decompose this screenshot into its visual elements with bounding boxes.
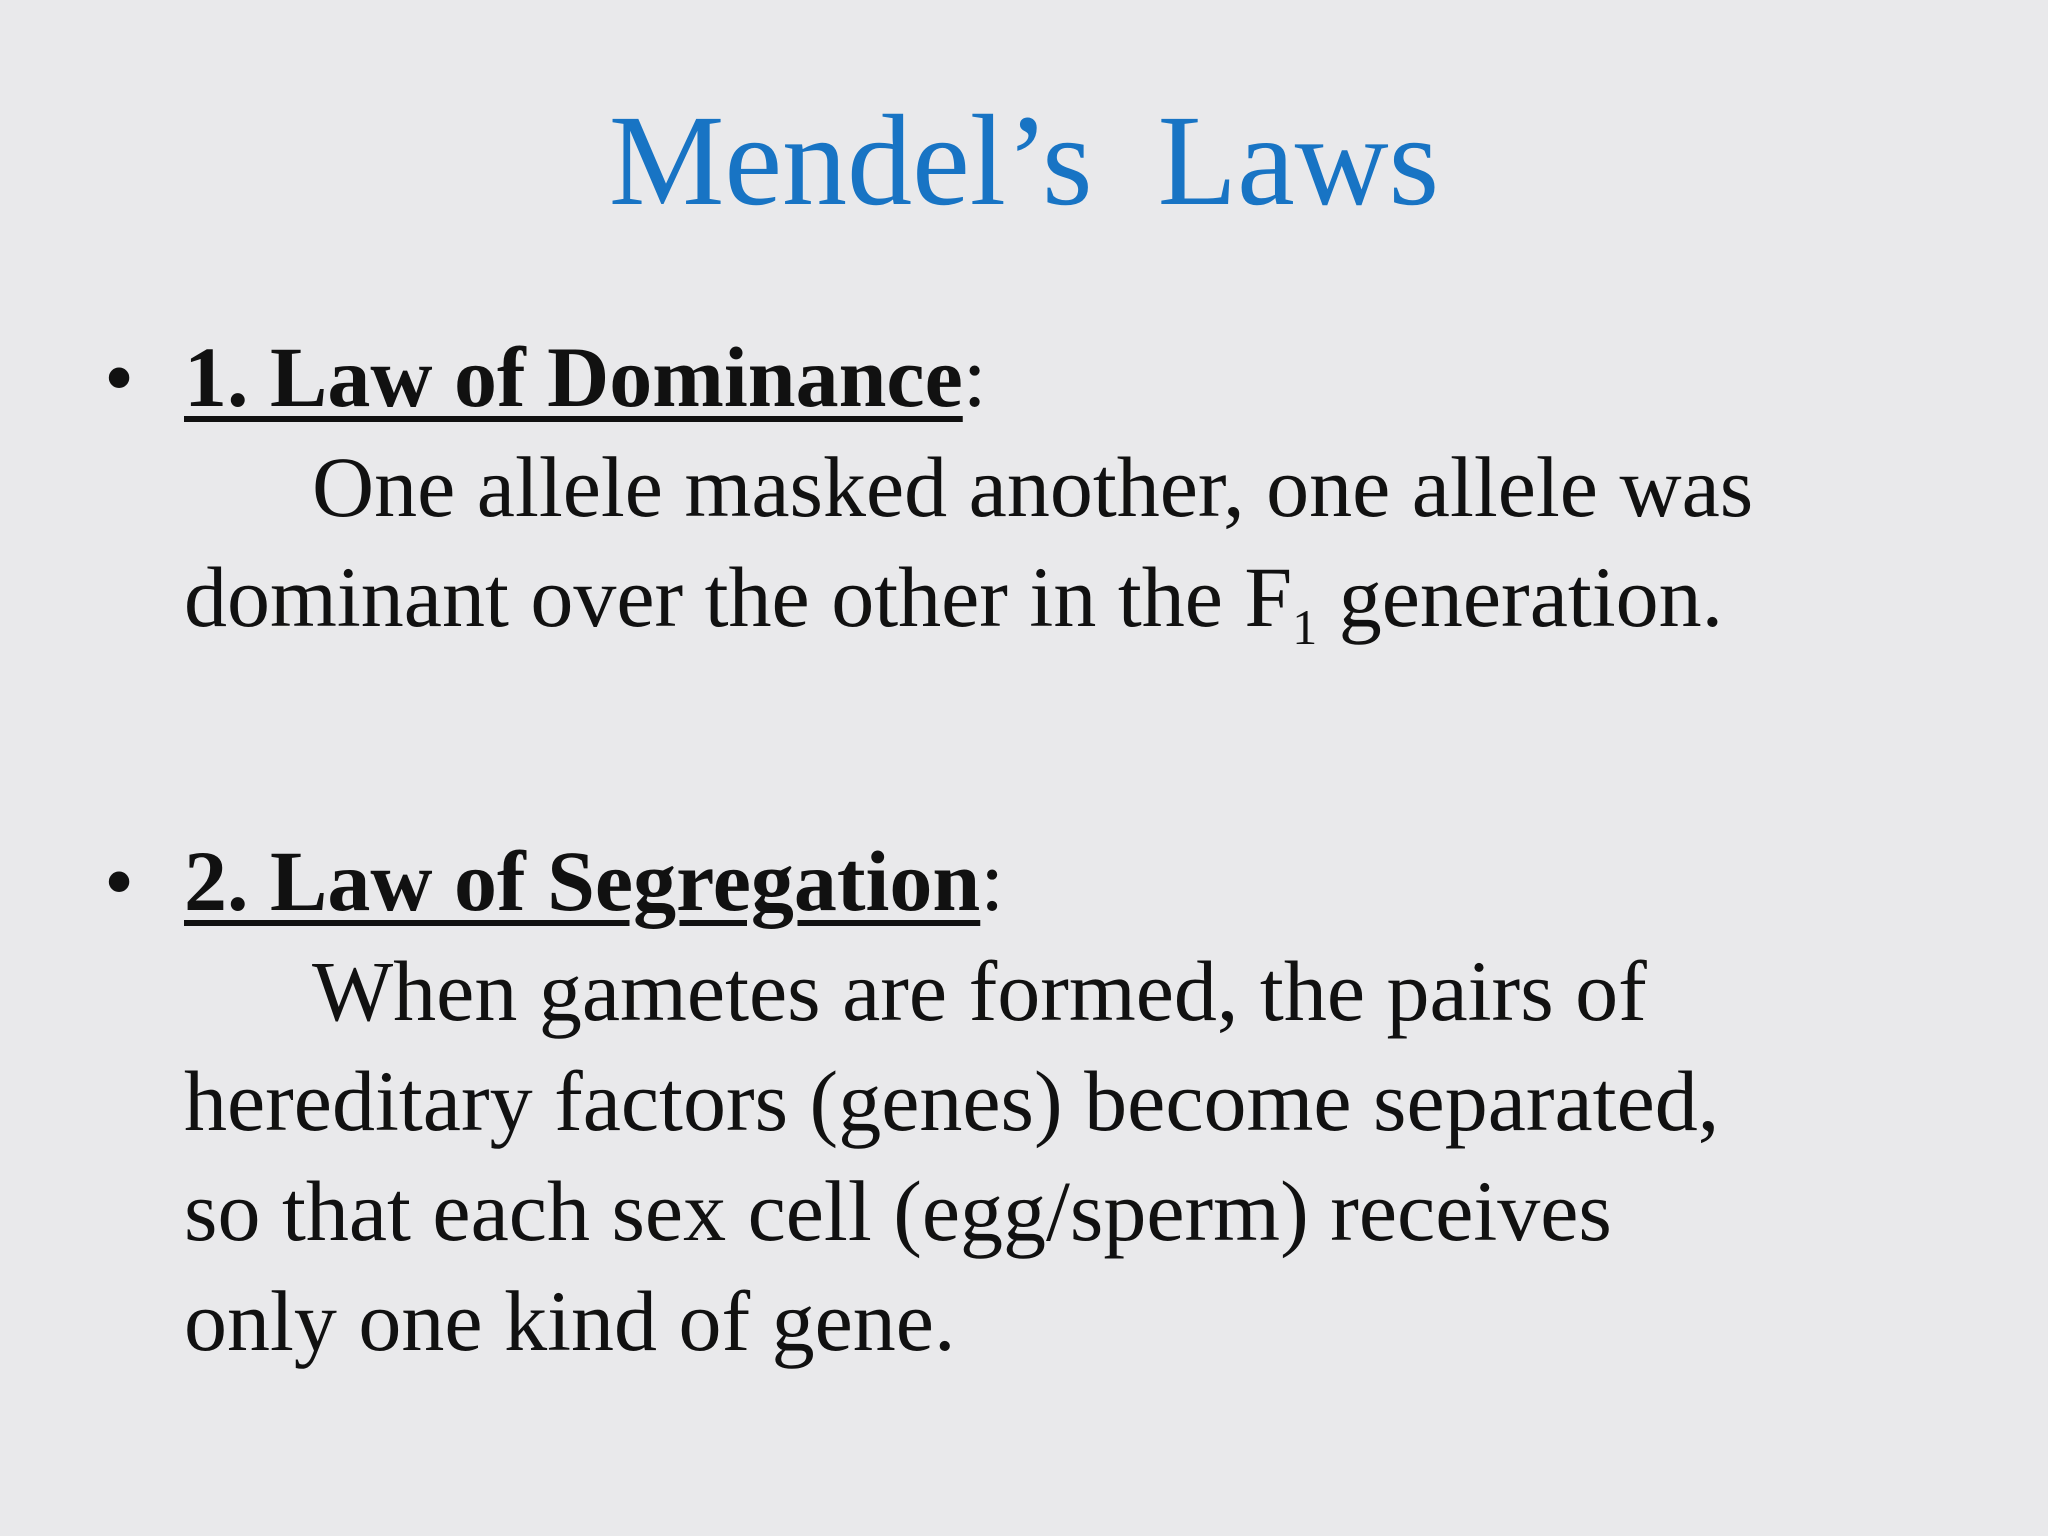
description-line: One allele masked another, one allele was: [312, 439, 1754, 535]
law-description: [184, 432, 1904, 655]
heading-colon: :: [980, 833, 1005, 929]
heading-colon: :: [962, 329, 987, 425]
description-text: generation.: [1317, 549, 1724, 645]
description-text: dominant over the other in the F: [184, 549, 1293, 645]
law-heading-line: [184, 322, 987, 432]
bullet-icon: •: [104, 833, 135, 929]
subscript-text: 1: [1292, 599, 1318, 655]
law-description: [184, 936, 1904, 1376]
slide-title: Mendel’s Laws: [608, 89, 1440, 233]
description-line: only one kind of gene.: [184, 1273, 956, 1369]
law-heading-line: [184, 826, 1004, 936]
description-line: When gametes are formed, the pairs of: [312, 943, 1647, 1039]
law-heading: 1. Law of Dominance: [184, 329, 963, 425]
description-line: hereditary factors (genes) become separated,: [184, 1053, 1720, 1149]
description-line: [184, 542, 1904, 655]
bullet-icon: •: [104, 329, 135, 425]
law-heading: 2. Law of Segregation: [184, 833, 981, 929]
description-line: so that each sex cell (egg/sperm) receives: [184, 1163, 1612, 1259]
